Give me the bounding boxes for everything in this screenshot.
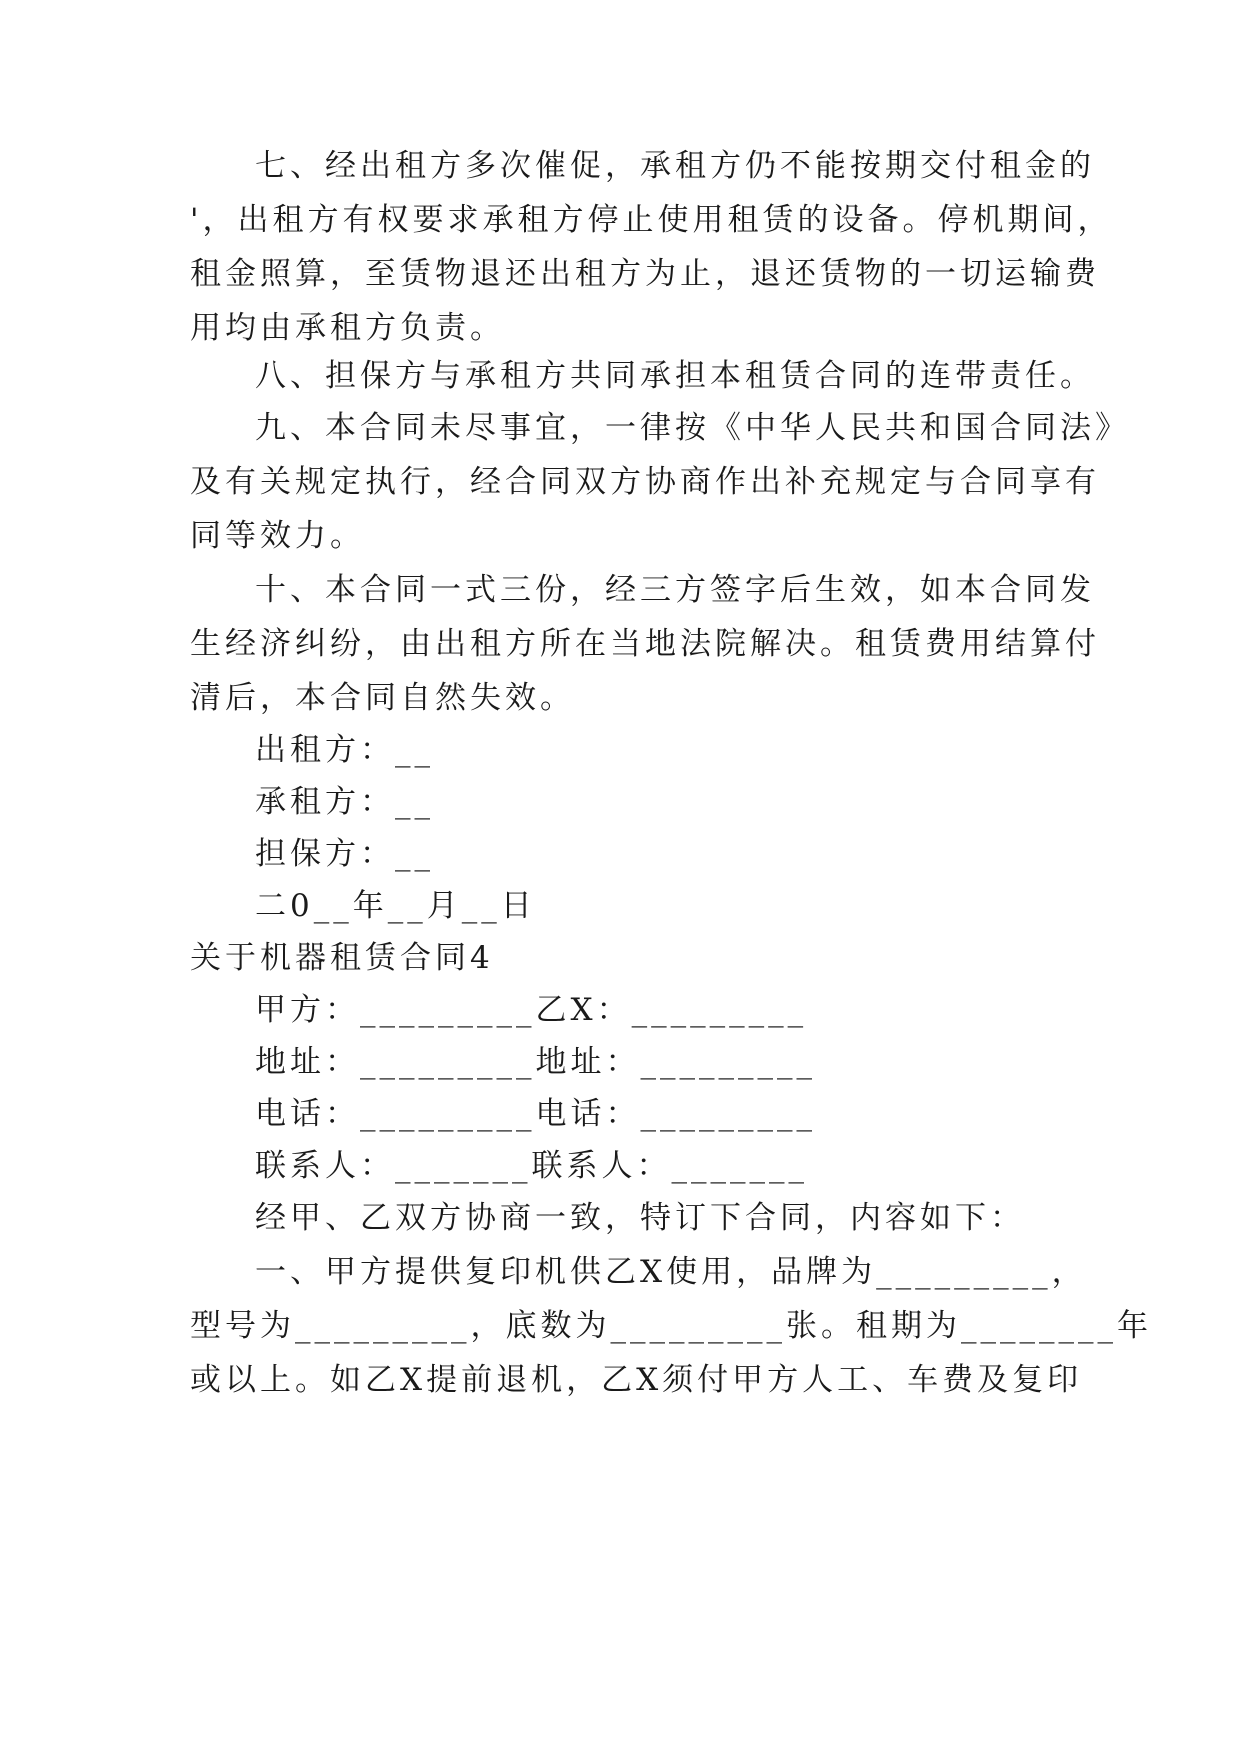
signing-date: 二0__年__月__日 [255,888,536,924]
paragraph-ten-line-1: 十、本合同一式三份，经三方签字后生效，如本合同发 [255,572,1095,608]
clause-one-line-1: 一、甲方提供复印机供乙X使用，品牌为_________， [255,1254,1087,1290]
agreement-intro: 经甲、乙双方协商一致，特订下合同，内容如下： [255,1200,1025,1236]
party-phones: 电话：_________电话：_________ [255,1096,816,1132]
guarantor-signature: 担保方：__ [255,836,434,872]
party-names: 甲方：_________乙X：_________ [255,992,808,1028]
paragraph-nine-line-2: 及有关规定执行，经合同双方协商作出补充规定与合同享有 [190,464,1100,500]
paragraph-seven-line-4: 用均由承租方负责。 [190,310,505,346]
section-title: 关于机器租赁合同4 [190,940,494,976]
paragraph-seven-line-2: '，出租方有权要求承租方停止使用租赁的设备。停机期间， [190,202,1113,238]
clause-one-line-2: 型号为_________，底数为_________张。租期为________年 [190,1308,1152,1344]
paragraph-ten-line-2: 生经济纠纷，由出租方所在当地法院解决。租赁费用结算付 [190,626,1100,662]
party-addresses: 地址：_________地址：_________ [255,1044,816,1080]
paragraph-eight: 八、担保方与承租方共同承担本租赁合同的连带责任。 [255,358,1095,394]
lessee-signature: 承租方：__ [255,784,434,820]
lessor-signature: 出租方：__ [255,732,434,768]
paragraph-seven-line-3: 租金照算，至赁物退还出租方为止，退还赁物的一切运输费 [190,256,1100,292]
paragraph-ten-line-3: 清后，本合同自然失效。 [190,680,575,716]
paragraph-seven-line-1: 七、经出租方多次催促，承租方仍不能按期交付租金的 [255,148,1095,184]
party-contacts: 联系人：_______联系人：_______ [255,1148,808,1184]
paragraph-nine-line-3: 同等效力。 [190,518,365,554]
paragraph-nine-line-1: 九、本合同未尽事宜，一律按《中华人民共和国合同法》 [255,410,1130,446]
clause-one-line-3: 或以上。如乙X提前退机，乙X须付甲方人工、车费及复印 [190,1362,1083,1398]
